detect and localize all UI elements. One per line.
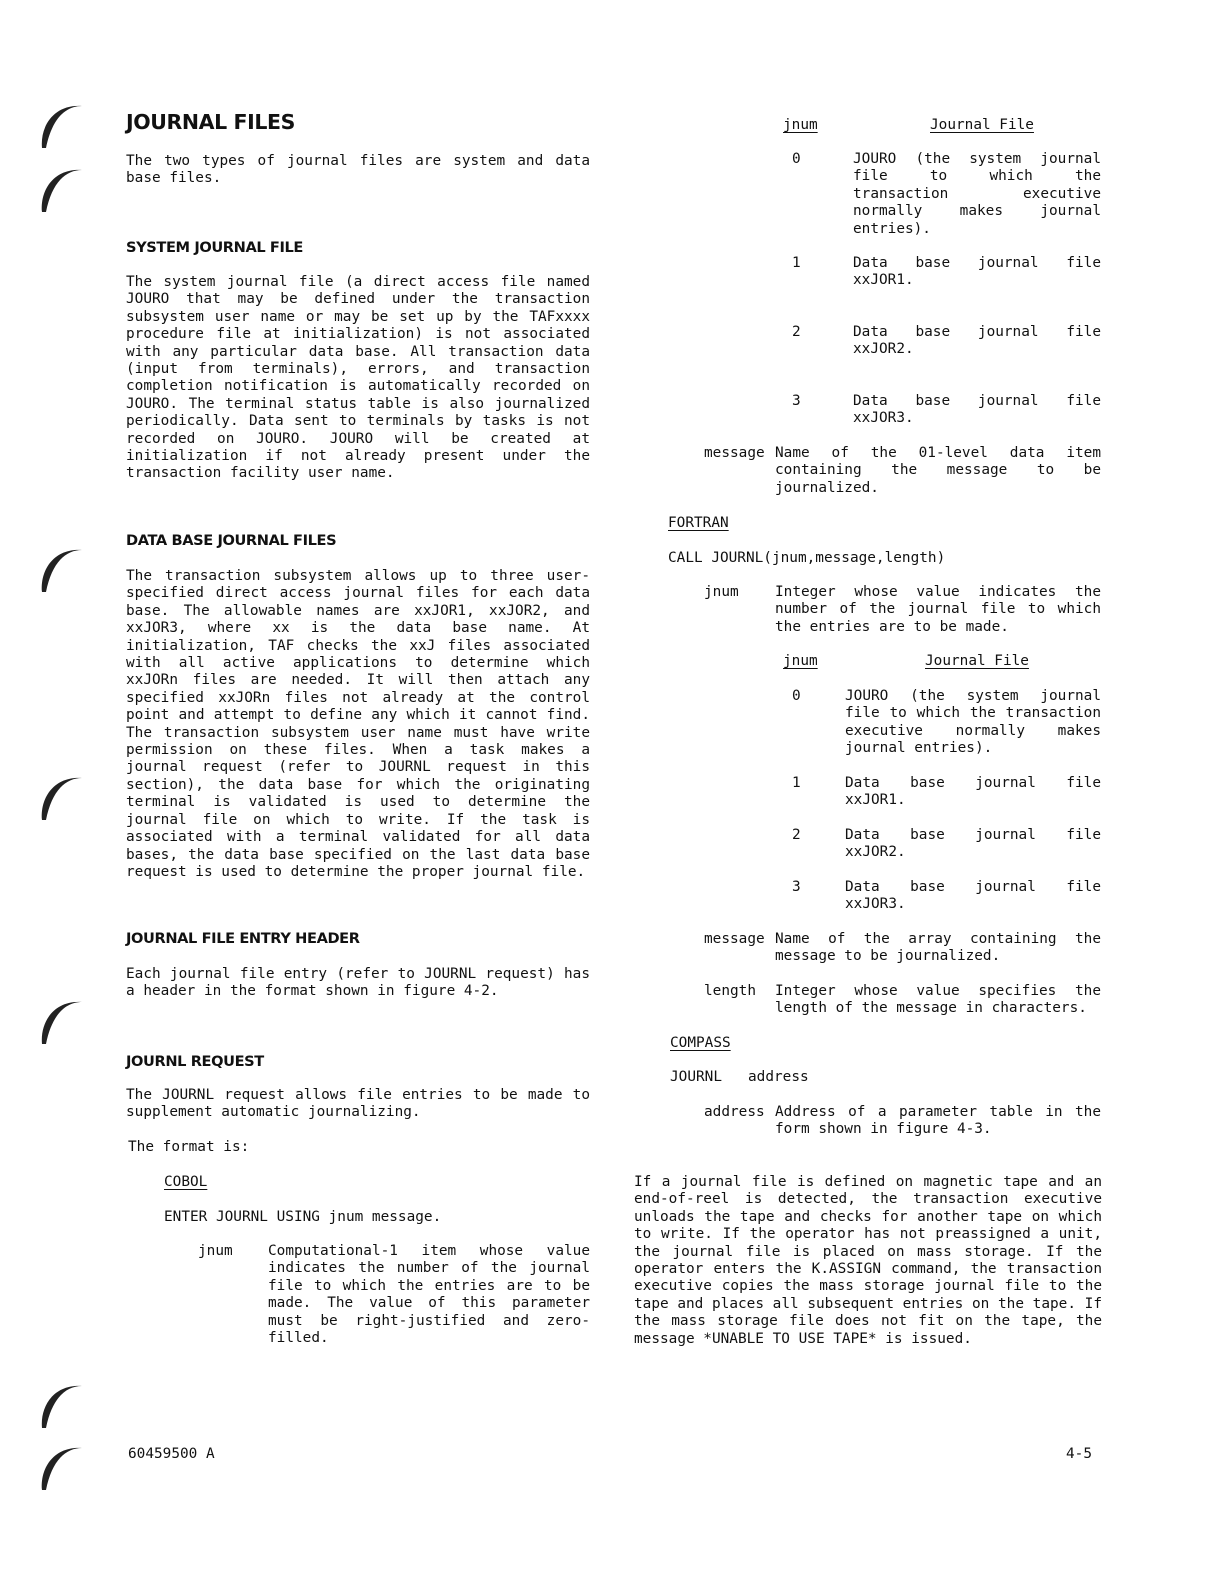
cobol-message-desc: Name of the 01-level data item containing the message to be journalized.	[775, 445, 1101, 496]
fortran-table-head-jnum: jnum	[783, 653, 818, 669]
binder-hole-mark-icon	[36, 770, 88, 822]
cobol-row-num: 1	[792, 255, 801, 271]
journl-request-heading: JOURNL REQUEST	[126, 1053, 264, 1070]
cobol-row-desc: Data base journal file xxJOR2.	[853, 324, 1101, 358]
fortran-row-desc: Data base journal file xxJOR3.	[845, 879, 1101, 913]
binder-hole-mark-icon	[36, 162, 88, 214]
binder-hole-mark-icon	[36, 1440, 88, 1492]
cobol-message-term: message	[704, 445, 765, 461]
tape-paragraph: If a journal file is defined on magnetic tape and an end-of-reel is detected, the transaction executive unloads the tape and checks for another tape on which to write. If the operator has not preassigned a unit, the journal file is placed on mass storage. If the operator enters the K.ASSIGN command, the transaction executive copies the mass storage journal file to the tape and places all subsequent entries on the tape. If the mass storage file does not fit on the tape, the message *UNABLE TO USE TAPE* is issued.	[634, 1174, 1102, 1347]
fortran-row-num: 3	[792, 879, 801, 895]
cobol-row-num: 0	[792, 151, 801, 167]
fortran-row-desc: Data base journal file xxJOR1.	[845, 775, 1101, 809]
binder-hole-mark-icon	[36, 98, 88, 150]
page-number: 4-5	[1066, 1446, 1092, 1462]
fortran-jnum-desc: Integer whose value indicates the number of the journal file to which the entries are to be made.	[775, 584, 1101, 635]
data-base-journal-paragraph: The transaction subsystem allows up to three user-specified direct access journal files for each data base. The allowable names are xxJOR1, xxJOR2, and xxJOR3, where xx is the data base name. At initialization, TAF checks the xxJ files associated with all active applications to determine which xxJORn files are needed. It will then attach any specified xxJORn files not already at the control point and attempt to define any which it cannot find. The transaction subsystem user name must have write permission on these files. When a task makes a journal request (refer to JOURNL request in this section), the data base for which the originating terminal is validated is used to determine the journal file on which to write. If the task is associated with a terminal validated for all data bases, the data base specified on the last data base request is used to determine the proper journal file.	[126, 568, 590, 880]
cobol-jnum-term: jnum	[198, 1243, 233, 1259]
fortran-message-term: message	[704, 931, 765, 947]
fortran-jnum-term: jnum	[704, 584, 739, 600]
document-number: 60459500 A	[128, 1446, 215, 1462]
fortran-label: FORTRAN	[668, 515, 729, 531]
fortran-table-head-file: Journal File	[925, 653, 1029, 669]
cobol-table-head-file: Journal File	[930, 117, 1034, 133]
binder-hole-mark-icon	[36, 542, 88, 594]
system-journal-paragraph: The system journal file (a direct access file named JOURO that may be defined under the transaction subsystem user name or may be set up by the TAFxxxx procedure file at initialization) is not associated with any particular data base. All transaction data (input from terminals), errors, and transaction completion notification is automatically recorded on JOURO. The terminal status table is also journalized periodically. Data sent to terminals by tasks is not recorded on JOURO. JOURO will be created at initialization if not already present under the transaction facility user name.	[126, 274, 590, 482]
fortran-row-num: 0	[792, 688, 801, 704]
fortran-length-term: length	[704, 983, 756, 999]
compass-label: COMPASS	[670, 1035, 731, 1051]
system-journal-heading: SYSTEM JOURNAL FILE	[126, 239, 303, 256]
fortran-row-desc: JOURO (the system journal file to which the transaction executive normally makes journal entries).	[845, 688, 1101, 757]
cobol-row-num: 3	[792, 393, 801, 409]
fortran-message-desc: Name of the array containing the message to be journalized.	[775, 931, 1101, 965]
cobol-row-desc: Data base journal file xxJOR3.	[853, 393, 1101, 427]
page-title: JOURNAL FILES	[126, 110, 295, 134]
compass-address-term: address	[704, 1104, 765, 1120]
binder-hole-mark-icon	[36, 994, 88, 1046]
cobol-table-head-jnum: jnum	[783, 117, 818, 133]
format-label: The format is:	[128, 1139, 250, 1155]
fortran-row-num: 2	[792, 827, 801, 843]
cobol-jnum-desc: Computational-1 item whose value indicates the number of the journal file to which the entries are to be made. The value of this parameter must be right-justified and zero-filled.	[268, 1243, 590, 1347]
cobol-statement: ENTER JOURNL USING jnum message.	[164, 1209, 442, 1225]
compass-statement-op: JOURNL	[670, 1069, 722, 1085]
intro-paragraph: The two types of journal files are system and data base files.	[126, 153, 590, 187]
entry-header-heading: JOURNAL FILE ENTRY HEADER	[126, 930, 360, 947]
data-base-journal-heading: DATA BASE JOURNAL FILES	[126, 532, 337, 549]
cobol-row-num: 2	[792, 324, 801, 340]
fortran-statement: CALL JOURNL(jnum,message,length)	[668, 550, 946, 566]
fortran-length-desc: Integer whose value specifies the length of the message in characters.	[775, 983, 1101, 1017]
journl-request-paragraph: The JOURNL request allows file entries to be made to supplement automatic journalizing.	[126, 1087, 590, 1121]
entry-header-paragraph: Each journal file entry (refer to JOURNL request) has a header in the format shown in figure 4-2.	[126, 966, 590, 1000]
cobol-row-desc: Data base journal file xxJOR1.	[853, 255, 1101, 289]
fortran-row-num: 1	[792, 775, 801, 791]
compass-address-desc: Address of a parameter table in the form shown in figure 4-3.	[775, 1104, 1101, 1138]
binder-hole-mark-icon	[36, 1378, 88, 1430]
compass-statement-arg: address	[748, 1069, 809, 1085]
cobol-row-desc: JOURO (the system journal file to which the transaction executive normally makes journal entries).	[853, 151, 1101, 237]
fortran-row-desc: Data base journal file xxJOR2.	[845, 827, 1101, 861]
cobol-label: COBOL	[164, 1174, 208, 1190]
